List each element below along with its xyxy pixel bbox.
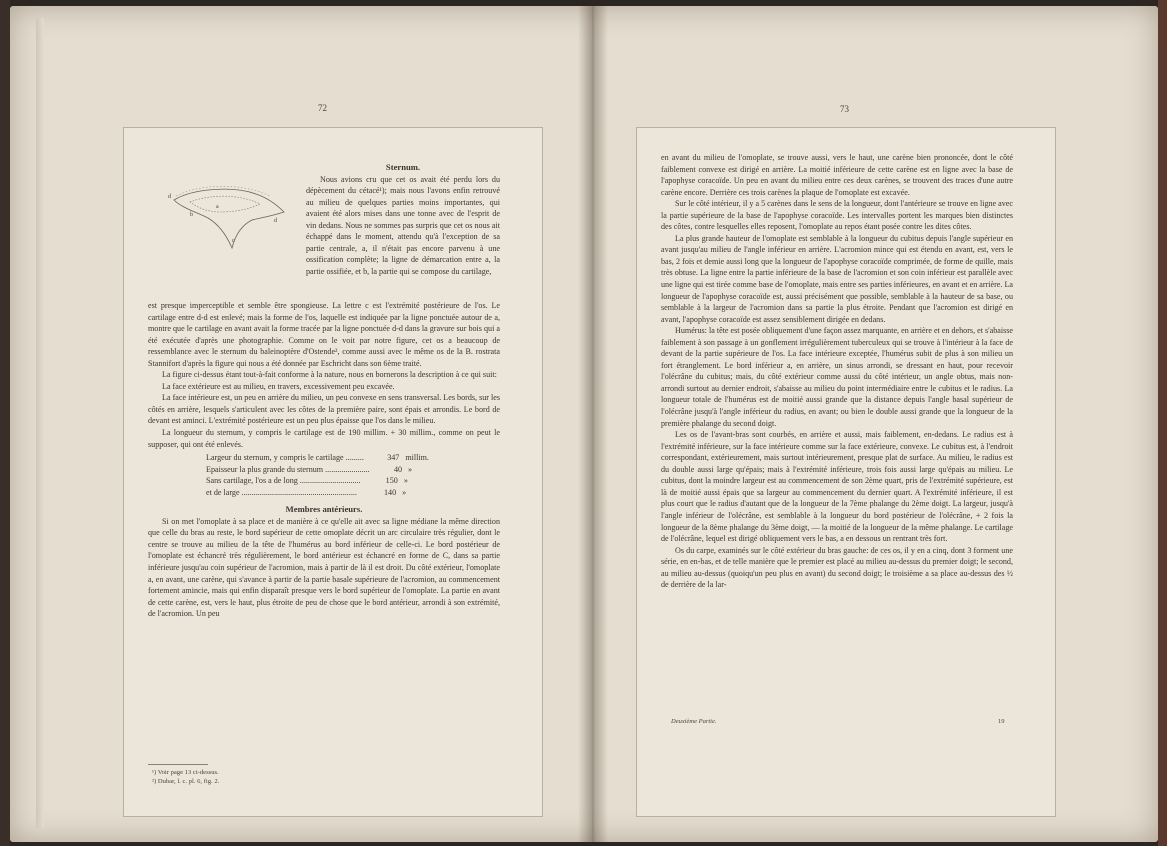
sternum-heading-block xyxy=(306,162,500,277)
sternum-paragraph-2: La figure ci-dessus étant tout-à-fait conforme à la nature, nous en bornerons la description à ce qui suit: xyxy=(162,370,497,380)
measurement-row: Largeur du sternum, y compris le cartilage ......... 347 millim. xyxy=(206,453,429,463)
membres-paragraph: Si on met l'omoplate à sa place et de manière à ce qu'elle ait avec sa ligne médiane la même direction que celle du bras au reste, le bord supérieur de cette omoplate décrit un arc circulaire très régulier, dont le centre se trouve au milieu de la tête de l'humérus au bord inférieur de celle-ci. Le bord postérieur de l'omoplate est échancré très régulièrement, le bord antérieur est échancré en forme de C, dans sa partie inférieure jusqu'au coin supérieur de l'acromion, mais à partir de là il est droit. Du côté extérieur, l'omoplate a, en avant, une carène, qui s'avance à partir de la partie basale supérieure de l'acromion, au commencement fortement amincie, mais qui enfin disparaît presque vers le bord supérieur de l'omoplate. La partie en avant de cette carène, est, vers le haut, plus étroite de peu de chose que le bord antérieur, arrondi à son extrémité, de l'acromion. Un peu xyxy=(148,516,500,619)
page-edge-strip xyxy=(36,18,44,828)
figure-label-d-right: d xyxy=(274,218,277,224)
measurement-row: et de large ......................................................... 140 » xyxy=(206,487,407,497)
sternum-figure xyxy=(160,182,290,252)
book-spread xyxy=(10,6,1158,842)
left-footnotes xyxy=(152,768,452,786)
sternum-drawing xyxy=(160,182,290,252)
book-cover-left-edge xyxy=(0,0,10,846)
figure-label-a: a xyxy=(216,204,219,210)
omoplate-continuation-paragraph: en avant du milieu de l'omoplate, se trouve aussi, vers le haut, une carène bien prononcée, dont le côté faiblement convexe est dirigé en arrière. La moitié inférieure de cette carène est en ligne avec la base de l'apophyse coracoïde. Un peu en avant du milieu entre ces deux carènes, se trouvent des traces d'une autre carène encore. Derrière ces trois carènes la plaque de l'omoplate est excavée. xyxy=(661,153,1013,197)
sternum-continuation-paragraph: est presque imperceptible et semble être spongieuse. La lettre c est l'extrémité postérieure de l'os. Le cartilage entre d-d est enlevé; mais la forme de l'os, laquelle est indiquée par la ligne ponctuée autour de a, montre que le cartilage en avant avait la forme tracée par la ligne ponctuée d-d dans la gravure sur bois qui a été exécutée d'après une photographie. Comme on le voit par notre figure, cet os a beaucoup de ressemblance avec le sternum du baleinoptère d'Ostende², comme aussi avec le même os de la B. rostrata Stannifort d'après la figure qui nous a été donnée par Eschricht dans son 6ème traité. xyxy=(148,301,500,368)
book-gutter xyxy=(578,6,608,842)
left-main-text xyxy=(148,300,500,620)
sternum-intro-paragraph: Nous avions cru que cet os avait été perdu lors du dépècement du cétacé¹); mais nous l'avons enfin retrouvé au milieu de quelques parties moins importantes, qui avaient été alors mises dans une tonne avec de l'esprit de vin dedans. Nous ne sommes pas surpris que cet os nous ait échappé dans le moment, attendu qu'à l'exception de sa partie centrale, a, il n'était pas encore parvenu à une ossification complète; la ligne de démarcation entre a, la partie ossifiée, et b, la partie qui se compose du cartilage, xyxy=(306,174,500,276)
signature-number: 19 xyxy=(998,718,1005,725)
footnote-rule xyxy=(148,764,208,765)
right-page-number: 73 xyxy=(840,104,849,114)
sternum-paragraph-5: La longueur du sternum, y compris le cartilage est de 190 millim. + 30 millim., comme on peut le supposer, qui ont été enlevés. xyxy=(148,428,500,449)
carpe-paragraph: Os du carpe, examinés sur le côté extérieur du bras gauche: de ces os, il y en a cinq, dont 3 forment une série, en en-bas, et de telle manière que le premier est placé au milieu au-dessus du premier doigt; le second, au milieu au-dessus (quoiqu'un peu plus en avant) du second doigt; le troisième a sa place au-dessus des ½ de derrière de la lar- xyxy=(661,545,1013,590)
omoplate-paragraph-2: Sur le côté intérieur, il y a 5 carènes dans le sens de la longueur, dont l'antérieure se trouve en ligne avec la partie supérieure de la base de l'apophyse coracoïde. Les intervalles portent les marques bien distinctes des côtes, contre lesquelles elles reposent, l'omoplate au repos étant posée contre les dites côtes. xyxy=(661,199,1013,232)
measurements-table xyxy=(206,452,500,498)
section-heading-sternum: Sternum. xyxy=(385,162,421,172)
right-main-text xyxy=(661,152,1013,591)
section-heading-membres: Membres antérieurs. xyxy=(285,504,363,515)
figure-label-b: b xyxy=(190,212,193,218)
sternum-paragraph-3: La face extérieure est au milieu, en travers, excessivement peu excavée. xyxy=(162,381,395,391)
measurement-row: Sans cartilage, l'os a de long .............................. 150 » xyxy=(206,476,408,486)
avant-bras-paragraph: Les os de l'avant-bras sont courbés, en arrière et aussi, mais faiblement, en-dedans. Le radius est à l'extrémité inférieure, sur la face intérieure comme sur la face extérieure, convexe. Le cubitus est, à l'endroit correspondant, extérieurement, mais surtout intérieurement, presque plat de surface. Au milieu, le radius est du double aussi large qu'épais; mais à l'extrémité inférieure, trois fois aussi large qu'épais au milieu. Le cubitus, dont la moindre largeur est au commencement de son 2ème quart, pris de l'extrémité supérieure, est là de moitié aussi épais que sa largeur au commencement du dernier quart. A l'extrémité inférieure, il est plus court que le radius d'autant que de la longueur de la 7ème phalange du 2ème doigt. La largeur, jusqu'à l'angle inférieur de l'olécrâne, est semblable à la longueur du bord postérieur de l'olécrâne, + 2 fois la longueur de la 8ème phalange du 3ème doigt, — la moitié de la longueur de la même phalange. Le cartilage de l'olécrâne, lequel est dirigé obliquement vers le bas, a en dessous un rentrant très fort. xyxy=(661,430,1013,544)
signature-part-label: Deuxième Partie. xyxy=(671,718,717,725)
figure-label-c: c xyxy=(232,238,235,244)
left-page-number: 72 xyxy=(318,103,327,113)
footnote-1: ¹) Voir page 13 ci-dessus. xyxy=(152,769,219,776)
sternum-paragraph-4: La face intérieure est, un peu en arrière du milieu, un peu convexe en sens transversal. Les bords, sur les côtés en arrière, lesquels s'articulent avec les côtes de la première paire, sont épais et arrondis. Le bord de devant est aminci. L'extrémité postérieure est un peu plus épaisse que l'os dans le milieu. xyxy=(148,393,500,426)
figure-label-d-left: d xyxy=(168,194,171,200)
humerus-paragraph: Humérus: la tête est posée obliquement d'une façon assez marquante, en arrière et en dehors, et s'abaisse faiblement à son passage à un gonflement irrégulièrement tuberculeux qui se trouve à l'intérieur à la face de devant de la partie supérieure de l'os. La face intérieure exceptée, l'humérus subit de plus à son milieu un fort étranglement. Le bord inférieur a, en arrière, un sinus arrondi, se dressant en haut, pour recevoir l'olécrâne du cubitus; mais, du côté extérieur comme aussi du côté intérieur, un angle obtus, mais non-arrondi surtout au dernier endroit, s'abaisse au milieu du point intermédiaire entre le cubitus et le radius. La longueur totale de l'humérus est de moitié aussi grande que la distance depuis l'angle basal supérieur de l'olécrâne jusqu'à l'angle inférieur du radius, en avant; ou bien le double aussi grande que la longueur de la première phalange du second doigt. xyxy=(661,326,1013,428)
omoplate-paragraph-3: La plus grande hauteur de l'omoplate est semblable à la longueur du cubitus depuis l'angle supérieur en avant jusqu'au milieu de l'angle inférieur en arrière. L'acromion mince qui est étendu en avant, est, vers le bas, 2 fois et demie aussi long que la longueur de l'apophyse coracoïde comprimée, de forme de quille, mais très obtuse. La ligne entre la partie inférieure de la base de l'acromion et son coin inférieur est parallèle avec une ligne qui est tirée comme base de l'omoplate, mais entre ses parties inférieures, en avant et en arrière. La longueur de l'apophyse coracoïde est, aussi précisément que possible, semblable à la hauteur de sa base, ou semblable à la largeur de l'acromion dans sa partie la plus étroite. Pendant que l'acromion est dirigé en avant, l'apophyse coracoïde est assez sensiblement dirigée en dedans. xyxy=(661,233,1013,324)
book-cover-right-edge xyxy=(1158,0,1167,846)
footnote-2: ²) Dubar, l. c. pl. 6, fig. 2. xyxy=(152,778,220,785)
measurement-row: Epaisseur la plus grande du sternum ...................... 40 » xyxy=(206,464,413,474)
